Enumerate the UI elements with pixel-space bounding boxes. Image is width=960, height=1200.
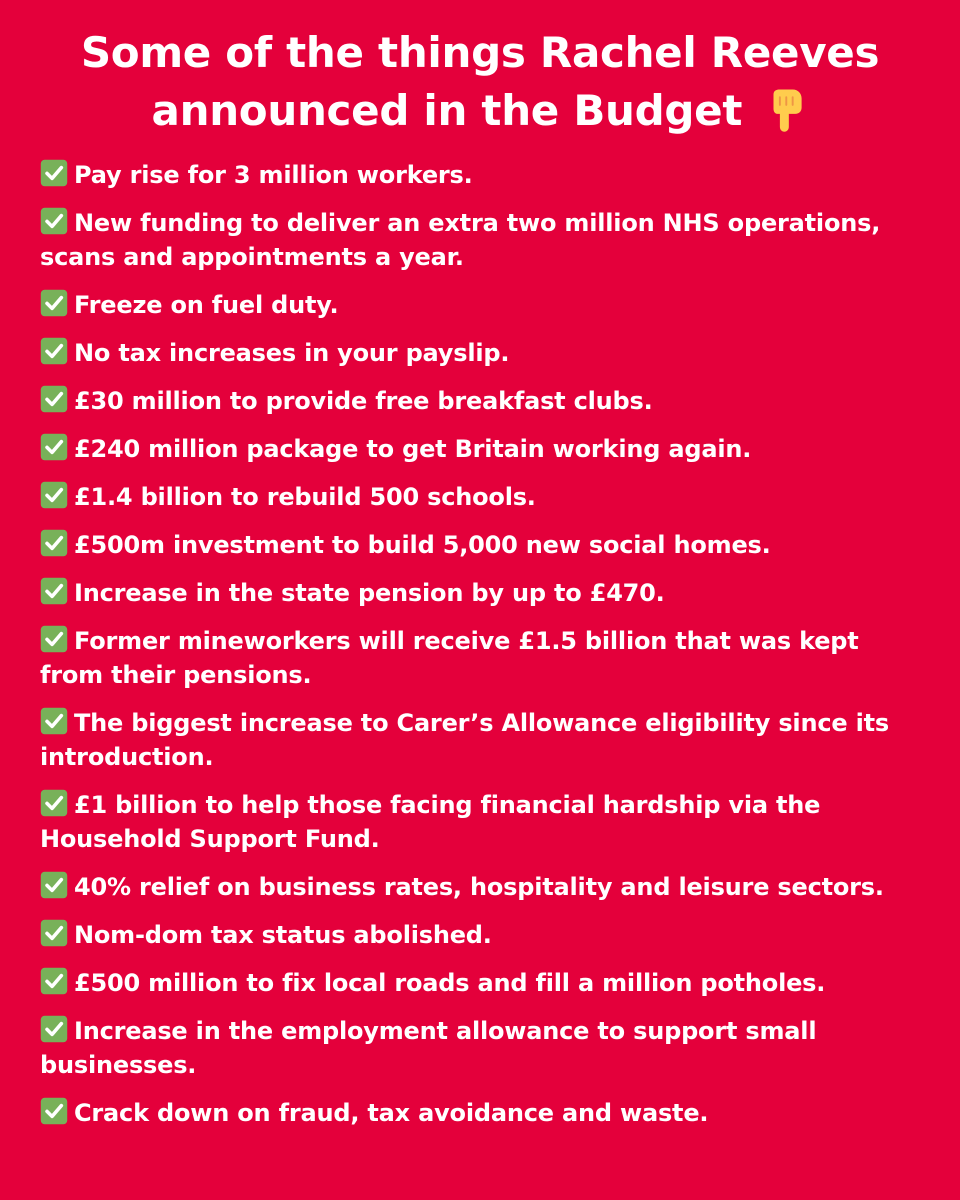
list-item-text: Increase in the state pension by up to £470. [74, 579, 665, 607]
list-item-text: Nom-dom tax status abolished. [74, 921, 492, 949]
list-item-text: Increase in the employment allowance to support small businesses. [40, 1017, 817, 1079]
check-mark-button-icon [40, 707, 68, 735]
list-item [40, 1096, 920, 1130]
list-item [40, 288, 920, 322]
list-item [40, 480, 920, 514]
list-item-text: 40% relief on business rates, hospitality and leisure sectors. [74, 873, 884, 901]
list-item [40, 576, 920, 610]
list-item [40, 788, 920, 856]
check-mark-button-icon [40, 1097, 68, 1125]
check-mark-button-icon [40, 385, 68, 413]
check-mark-button-icon [40, 577, 68, 605]
list-item [40, 918, 920, 952]
check-mark-button-icon [40, 871, 68, 899]
check-mark-button-icon [40, 919, 68, 947]
check-mark-button-icon [40, 159, 68, 187]
list-item-text: The biggest increase to Carer’s Allowance eligibility since its introduction. [40, 709, 889, 771]
list-item-text: £240 million package to get Britain working again. [74, 435, 752, 463]
pointing-down-hand-icon [762, 87, 808, 133]
list-item-text: £500m investment to build 5,000 new social homes. [74, 531, 771, 559]
check-mark-button-icon [40, 337, 68, 365]
poster-title [40, 24, 920, 140]
list-item-text: Former mineworkers will receive £1.5 billion that was kept from their pensions. [40, 627, 859, 689]
list-item [40, 384, 920, 418]
list-item [40, 158, 920, 192]
list-item [40, 624, 920, 692]
list-item-text: Crack down on fraud, tax avoidance and waste. [74, 1099, 709, 1127]
list-item [40, 206, 920, 274]
list-item-text: New funding to deliver an extra two million NHS operations, scans and appointments a year. [40, 209, 881, 271]
check-mark-button-icon [40, 481, 68, 509]
list-item-text: £1.4 billion to rebuild 500 schools. [74, 483, 536, 511]
list-item [40, 870, 920, 904]
list-item [40, 528, 920, 562]
list-item-text: £1 billion to help those facing financial hardship via the Household Support Fund. [40, 791, 821, 853]
list-item [40, 1014, 920, 1082]
list-item-text: Freeze on fuel duty. [74, 291, 339, 319]
check-mark-button-icon [40, 789, 68, 817]
check-mark-button-icon [40, 207, 68, 235]
list-item [40, 432, 920, 466]
list-item-text: Pay rise for 3 million workers. [74, 161, 473, 189]
list-item [40, 706, 920, 774]
list-item-text: No tax increases in your payslip. [74, 339, 510, 367]
title-line-2: announced in the Budget [151, 86, 743, 135]
check-mark-button-icon [40, 625, 68, 653]
announcement-list [40, 158, 920, 1130]
check-mark-button-icon [40, 1015, 68, 1043]
check-mark-button-icon [40, 433, 68, 461]
list-item [40, 336, 920, 370]
list-item-text: £500 million to fix local roads and fill a million potholes. [74, 969, 826, 997]
check-mark-button-icon [40, 289, 68, 317]
check-mark-button-icon [40, 529, 68, 557]
list-item [40, 966, 920, 1000]
title-line-1: Some of the things Rachel Reeves [80, 28, 880, 77]
list-item-text: £30 million to provide free breakfast clubs. [74, 387, 653, 415]
check-mark-button-icon [40, 967, 68, 995]
